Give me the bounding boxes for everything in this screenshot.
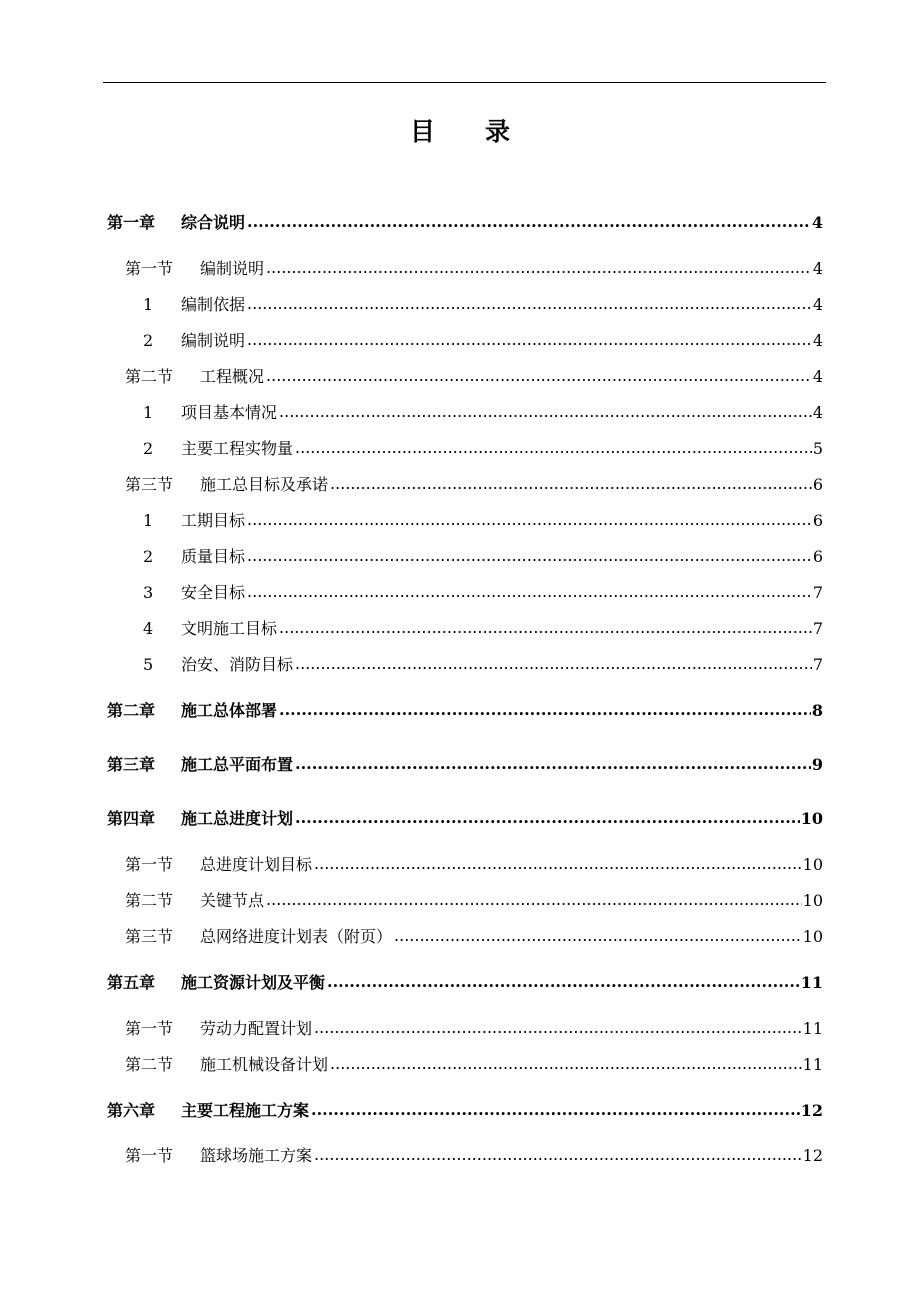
toc-entry-page-number: 4 [812, 259, 823, 278]
toc-leader-dots [266, 258, 812, 277]
toc-entry-number: 第一节 [125, 855, 174, 874]
toc-leader-dots [279, 700, 811, 719]
toc-entry-item[interactable] [143, 508, 823, 530]
toc-entry-page-number: 11 [802, 1019, 823, 1038]
toc-entry-chapter[interactable] [107, 210, 823, 232]
toc-entry-label: 编制说明 [200, 259, 265, 278]
toc-entry-number: 1 [143, 295, 154, 314]
toc-leader-dots [314, 1145, 802, 1164]
toc-entry-label: 文明施工目标 [181, 619, 278, 638]
toc-entry-page-number: 10 [802, 927, 823, 946]
toc-entry-page-number: 4 [812, 295, 823, 314]
toc-entry-page-number: 6 [812, 475, 823, 494]
toc-entry-page-number: 12 [800, 1101, 823, 1120]
toc-entry-chapter[interactable] [107, 698, 823, 720]
toc-entry-page-number: 11 [800, 973, 823, 992]
toc-leader-dots [279, 402, 812, 421]
toc-leader-dots [314, 854, 802, 873]
toc-entry-section[interactable] [125, 852, 823, 874]
toc-leader-dots [247, 294, 812, 313]
toc-entry-page-number: 8 [811, 701, 823, 720]
toc-entry-number: 第一节 [125, 259, 174, 278]
toc-leader-dots [247, 330, 812, 349]
toc-entry-page-number: 10 [802, 891, 823, 910]
toc-title [0, 112, 920, 148]
toc-entry-chapter[interactable] [107, 752, 823, 774]
toc-entry-section[interactable] [125, 888, 823, 910]
toc-entry-number: 第一节 [125, 1019, 174, 1038]
toc-entry-number: 2 [143, 439, 154, 458]
toc-entry-number: 第一章 [107, 213, 156, 232]
toc-entry-page-number: 5 [812, 439, 823, 458]
toc-entry-number: 3 [143, 583, 154, 602]
toc-entry-number: 第二节 [125, 1055, 174, 1074]
toc-entry-chapter[interactable] [107, 970, 823, 992]
toc-entry-number: 4 [143, 619, 154, 638]
toc-leader-dots [279, 618, 812, 637]
toc-entry-label: 施工总体部署 [181, 701, 278, 720]
toc-entry-page-number: 7 [812, 655, 823, 674]
toc-entry-number: 第二节 [125, 367, 174, 386]
toc-entry-section[interactable] [125, 472, 823, 494]
toc-entry-number: 第一节 [125, 1146, 174, 1165]
header-rule [103, 82, 826, 83]
toc-entry-item[interactable] [143, 580, 823, 602]
toc-entry-label: 施工资源计划及平衡 [181, 973, 326, 992]
toc-entry-item[interactable] [143, 328, 823, 350]
toc-leader-dots [295, 808, 800, 827]
toc-entry-item[interactable] [143, 436, 823, 458]
toc-entry-label: 施工机械设备计划 [200, 1055, 329, 1074]
toc-entry-label: 施工总进度计划 [181, 809, 294, 828]
toc-entry-label: 主要工程实物量 [181, 439, 294, 458]
toc-entry-label: 劳动力配置计划 [200, 1019, 313, 1038]
toc-entry-item[interactable] [143, 292, 823, 314]
toc-entry-label: 总网络进度计划表（附页） [200, 927, 393, 946]
toc-entry-item[interactable] [143, 400, 823, 422]
toc-entry-chapter[interactable] [107, 1098, 823, 1120]
toc-leader-dots [394, 926, 802, 945]
toc-entry-number: 1 [143, 403, 154, 422]
toc-entry-item[interactable] [143, 544, 823, 566]
toc-entry-section[interactable] [125, 1016, 823, 1038]
toc-entry-page-number: 7 [812, 583, 823, 602]
toc-entry-page-number: 4 [812, 331, 823, 350]
toc-leader-dots [330, 1054, 802, 1073]
toc-entry-number: 第三节 [125, 927, 174, 946]
toc-leader-dots [314, 1018, 802, 1037]
toc-entry-page-number: 11 [802, 1055, 823, 1074]
toc-entry-label: 编制说明 [181, 331, 246, 350]
toc-entry-page-number: 7 [812, 619, 823, 638]
toc-leader-dots [311, 1100, 800, 1119]
toc-entry-number: 第二节 [125, 891, 174, 910]
toc-entry-label: 安全目标 [181, 583, 246, 602]
toc-entry-label: 项目基本情况 [181, 403, 278, 422]
toc-leader-dots [295, 438, 812, 457]
toc-entry-label: 总进度计划目标 [200, 855, 313, 874]
toc-leader-dots [247, 212, 811, 231]
toc-entry-label: 工程概况 [200, 367, 265, 386]
toc-leader-dots [247, 510, 812, 529]
toc-entry-number: 2 [143, 547, 154, 566]
toc-entry-page-number: 6 [812, 547, 823, 566]
toc-entry-section[interactable] [125, 364, 823, 386]
toc-leader-dots [327, 972, 800, 991]
toc-entry-number: 第三章 [107, 755, 156, 774]
toc-leader-dots [330, 474, 812, 493]
toc-entry-number: 第二章 [107, 701, 156, 720]
toc-entry-section[interactable] [125, 1052, 823, 1074]
toc-entry-section[interactable] [125, 924, 823, 946]
toc-entry-page-number: 6 [812, 511, 823, 530]
toc-entry-item[interactable] [143, 616, 823, 638]
toc-entry-section[interactable] [125, 1143, 823, 1165]
toc-entry-section[interactable] [125, 256, 823, 278]
toc-entry-number: 第六章 [107, 1101, 156, 1120]
toc-entry-page-number: 9 [811, 755, 823, 774]
toc-entry-label: 主要工程施工方案 [181, 1101, 310, 1120]
toc-leader-dots [295, 754, 811, 773]
toc-entry-label: 篮球场施工方案 [200, 1146, 313, 1165]
toc-leader-dots [266, 890, 802, 909]
toc-leader-dots [247, 546, 812, 565]
toc-entry-label: 工期目标 [181, 511, 246, 530]
toc-entry-number: 第三节 [125, 475, 174, 494]
toc-entry-page-number: 12 [802, 1146, 823, 1165]
toc-leader-dots [247, 582, 812, 601]
toc-entry-label: 编制依据 [181, 295, 246, 314]
toc-entry-label: 关键节点 [200, 891, 265, 910]
toc-title-char-1: 目 [409, 117, 435, 146]
toc-entry-number: 5 [143, 655, 154, 674]
toc-entry-page-number: 10 [802, 855, 823, 874]
toc-entry-item[interactable] [143, 652, 823, 674]
toc-entry-chapter[interactable] [107, 806, 823, 828]
toc-title-char-2: 录 [485, 117, 511, 146]
toc-entry-number: 1 [143, 511, 154, 530]
toc-entry-label: 施工总平面布置 [181, 755, 294, 774]
toc-leader-dots [295, 654, 812, 673]
toc-entry-page-number: 4 [811, 213, 823, 232]
toc-entry-number: 第四章 [107, 809, 156, 828]
toc-entry-number: 2 [143, 331, 154, 350]
toc-entry-page-number: 4 [812, 367, 823, 386]
toc-entry-label: 综合说明 [181, 213, 246, 232]
toc-entry-label: 质量目标 [181, 547, 246, 566]
toc-entry-page-number: 4 [812, 403, 823, 422]
toc-entry-label: 施工总目标及承诺 [200, 475, 329, 494]
toc-entry-label: 治安、消防目标 [181, 655, 294, 674]
toc-leader-dots [266, 366, 812, 385]
toc-entry-page-number: 10 [800, 809, 823, 828]
toc-entry-number: 第五章 [107, 973, 156, 992]
